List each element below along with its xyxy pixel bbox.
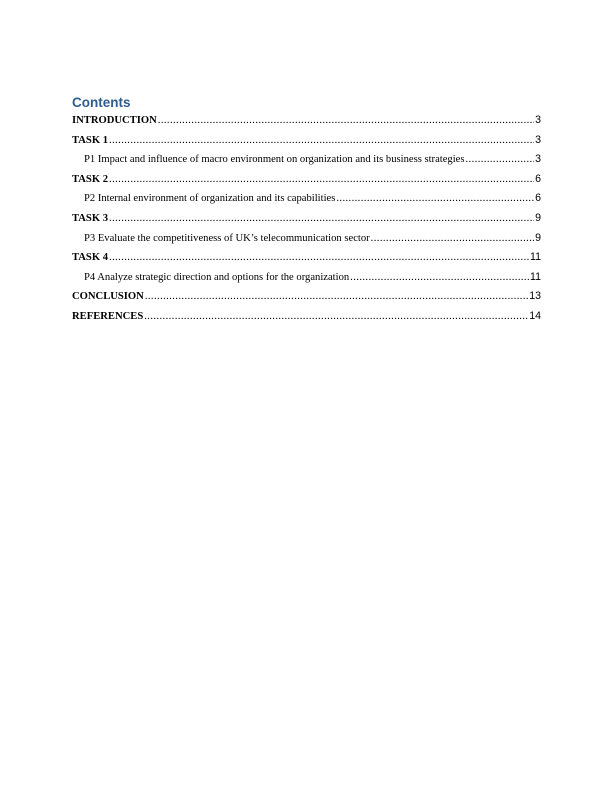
toc-entry[interactable] bbox=[72, 114, 541, 134]
dot-leader bbox=[350, 272, 529, 283]
dot-leader bbox=[109, 252, 529, 263]
toc-entry-page: 3 bbox=[535, 133, 541, 146]
dot-leader bbox=[158, 115, 534, 126]
toc-entry-label: TASK 3 bbox=[72, 212, 109, 224]
toc-entry-label: P4 Analyze strategic direction and options for the organization bbox=[84, 271, 350, 283]
toc-entry[interactable] bbox=[72, 290, 541, 310]
toc-entry-label: CONCLUSION bbox=[72, 291, 144, 303]
toc-entry-page: 6 bbox=[535, 192, 541, 205]
toc-entry-page: 6 bbox=[535, 172, 541, 185]
toc-entry-page: 13 bbox=[529, 290, 541, 303]
table-of-contents bbox=[72, 114, 541, 330]
toc-entry[interactable] bbox=[72, 212, 541, 232]
toc-entry[interactable] bbox=[72, 310, 541, 330]
toc-entry[interactable] bbox=[72, 173, 541, 193]
toc-entry-label: REFERENCES bbox=[72, 310, 144, 322]
toc-entry-page: 14 bbox=[529, 309, 541, 322]
toc-entry-page: 11 bbox=[530, 270, 541, 283]
toc-entry-label: P1 Impact and influence of macro environment on organization and its business strategies bbox=[84, 154, 465, 166]
toc-entry-page: 11 bbox=[530, 251, 541, 264]
dot-leader bbox=[336, 193, 534, 204]
toc-entry[interactable] bbox=[72, 192, 541, 212]
dot-leader bbox=[371, 233, 534, 244]
toc-entry-label: TASK 1 bbox=[72, 134, 109, 146]
toc-entry-label: P2 Internal environment of organization and its capabilities bbox=[84, 193, 336, 205]
dot-leader bbox=[144, 311, 528, 322]
toc-entry-label: P3 Evaluate the competitiveness of UK’s telecommunication sector bbox=[84, 232, 370, 244]
toc-entry[interactable] bbox=[72, 153, 541, 173]
toc-entry[interactable] bbox=[72, 134, 541, 154]
contents-heading: Contents bbox=[72, 95, 131, 110]
toc-entry[interactable] bbox=[72, 271, 541, 291]
dot-leader bbox=[145, 291, 528, 302]
toc-entry-label: TASK 2 bbox=[72, 173, 109, 185]
dot-leader bbox=[109, 213, 534, 224]
toc-entry[interactable] bbox=[72, 232, 541, 252]
toc-entry-label: TASK 4 bbox=[72, 252, 109, 264]
toc-entry[interactable] bbox=[72, 251, 541, 271]
toc-entry-label: INTRODUCTION bbox=[72, 115, 157, 126]
toc-entry-page: 3 bbox=[535, 114, 541, 126]
dot-leader bbox=[466, 154, 535, 165]
toc-entry-page: 9 bbox=[535, 211, 541, 224]
toc-entry-page: 3 bbox=[535, 153, 541, 166]
dot-leader bbox=[109, 174, 534, 185]
dot-leader bbox=[109, 135, 534, 146]
toc-entry-page: 9 bbox=[535, 231, 541, 244]
